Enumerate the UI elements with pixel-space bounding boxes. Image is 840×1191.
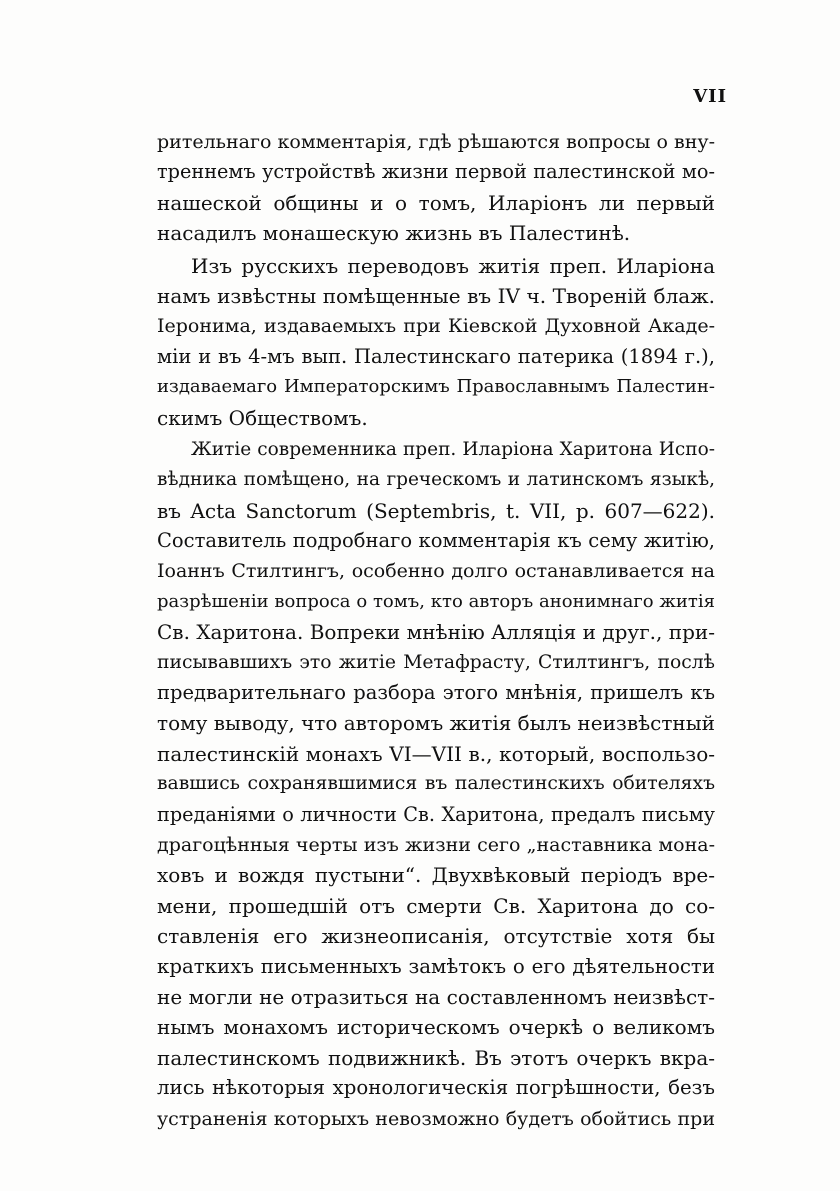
paragraph-3: [157, 435, 715, 1134]
text-line: скимъ Обществомъ.: [157, 405, 368, 430]
paragraph-2: [157, 251, 715, 433]
paragraph-1: [157, 127, 715, 249]
text-line: треннемъ устройствѣ жизни первой палестинской мо-: [157, 160, 715, 184]
body-text: [157, 127, 715, 1134]
text-line: устраненія которыхъ невозможно будетъ обойтись при: [157, 1107, 715, 1130]
text-line: разрѣшеніи вопроса о томъ, кто авторъ анонимнаго житія: [157, 590, 715, 612]
text-line: рительнаго комментарія, гдѣ рѣшаются вопросы о вну-: [157, 131, 715, 153]
text-line: краткихъ письменныхъ замѣтокъ о его дѣятельности: [157, 954, 715, 978]
text-line: палестинскій монахъ VI—VII в., который, воспользо-: [157, 741, 715, 766]
text-line: намъ извѣстны помѣщенные въ IV ч. Твореній блаж.: [157, 283, 715, 308]
text-line: ховъ и вождя пустыни“. Двухвѣковый періодъ вре-: [157, 863, 715, 888]
text-line: драгоцѣнныя черты изъ жизни сего „наставника мона-: [157, 833, 715, 856]
text-line: палестинскомъ подвижникѣ. Въ этотъ очеркъ вкра-: [157, 1045, 715, 1070]
text-line: вѣдника помѣщено, на греческомъ и латинскомъ языкѣ,: [157, 469, 715, 491]
text-line: Св. Харитона. Вопреки мнѣнію Алляція и друг., при-: [157, 620, 715, 645]
text-line: Іеронима, издаваемыхъ при Кіевской Духовной Акаде-: [157, 315, 715, 338]
text-line: издаваемаго Императорскимъ Православнымъ Палестин-: [157, 376, 715, 398]
text-line: насадилъ монашескую жизнь въ Палестинѣ.: [157, 221, 631, 246]
text-line: преданіями о личности Св. Харитона, предалъ письму: [157, 802, 715, 826]
text-line: вавшись сохранявшимися въ палестинскихъ обителяхъ: [157, 773, 715, 795]
text-line: Составитель подробнаго комментарія къ сему житію,: [157, 529, 715, 553]
text-line: ставленія его жизнеописанія, отсутствіе хотя бы: [157, 924, 715, 949]
text-line: мени, прошедшій отъ смерти Св. Харитона до со-: [157, 893, 715, 918]
text-line: Изъ русскихъ переводовъ житія преп. Иларіона: [191, 253, 715, 278]
text-line: въ Acta Sanctorum (Septembris, t. VII, p. 607—622).: [157, 498, 715, 523]
text-line: Житіе современника преп. Иларіона Харитона Испо-: [191, 438, 715, 460]
text-line: Іоаннъ Стилтингъ, особенно долго останавливается на: [157, 560, 715, 583]
text-line: предварительнаго разбора этого мнѣнія, пришелъ къ: [157, 681, 715, 705]
text-line: не могли не отразиться на составленномъ неизвѣст-: [157, 984, 715, 1009]
text-line: лись нѣкоторыя хронологическія погрѣшности, безъ: [157, 1076, 715, 1100]
text-line: міи и въ 4-мъ вып. Палестинскаго патерика (1894 г.),: [157, 344, 715, 368]
text-line: нымъ монахомъ историческомъ очеркѣ о великомъ: [157, 1015, 715, 1040]
text-line: тому выводу, что авторомъ житія былъ неизвѣстный: [157, 711, 715, 736]
text-line: нашеской общины и о томъ, Иларіонъ ли первый: [157, 190, 715, 215]
page-number: VII: [693, 86, 727, 107]
text-line: писывавшихъ это житіе Метафрасту, Стилтингъ, послѣ: [157, 651, 715, 673]
